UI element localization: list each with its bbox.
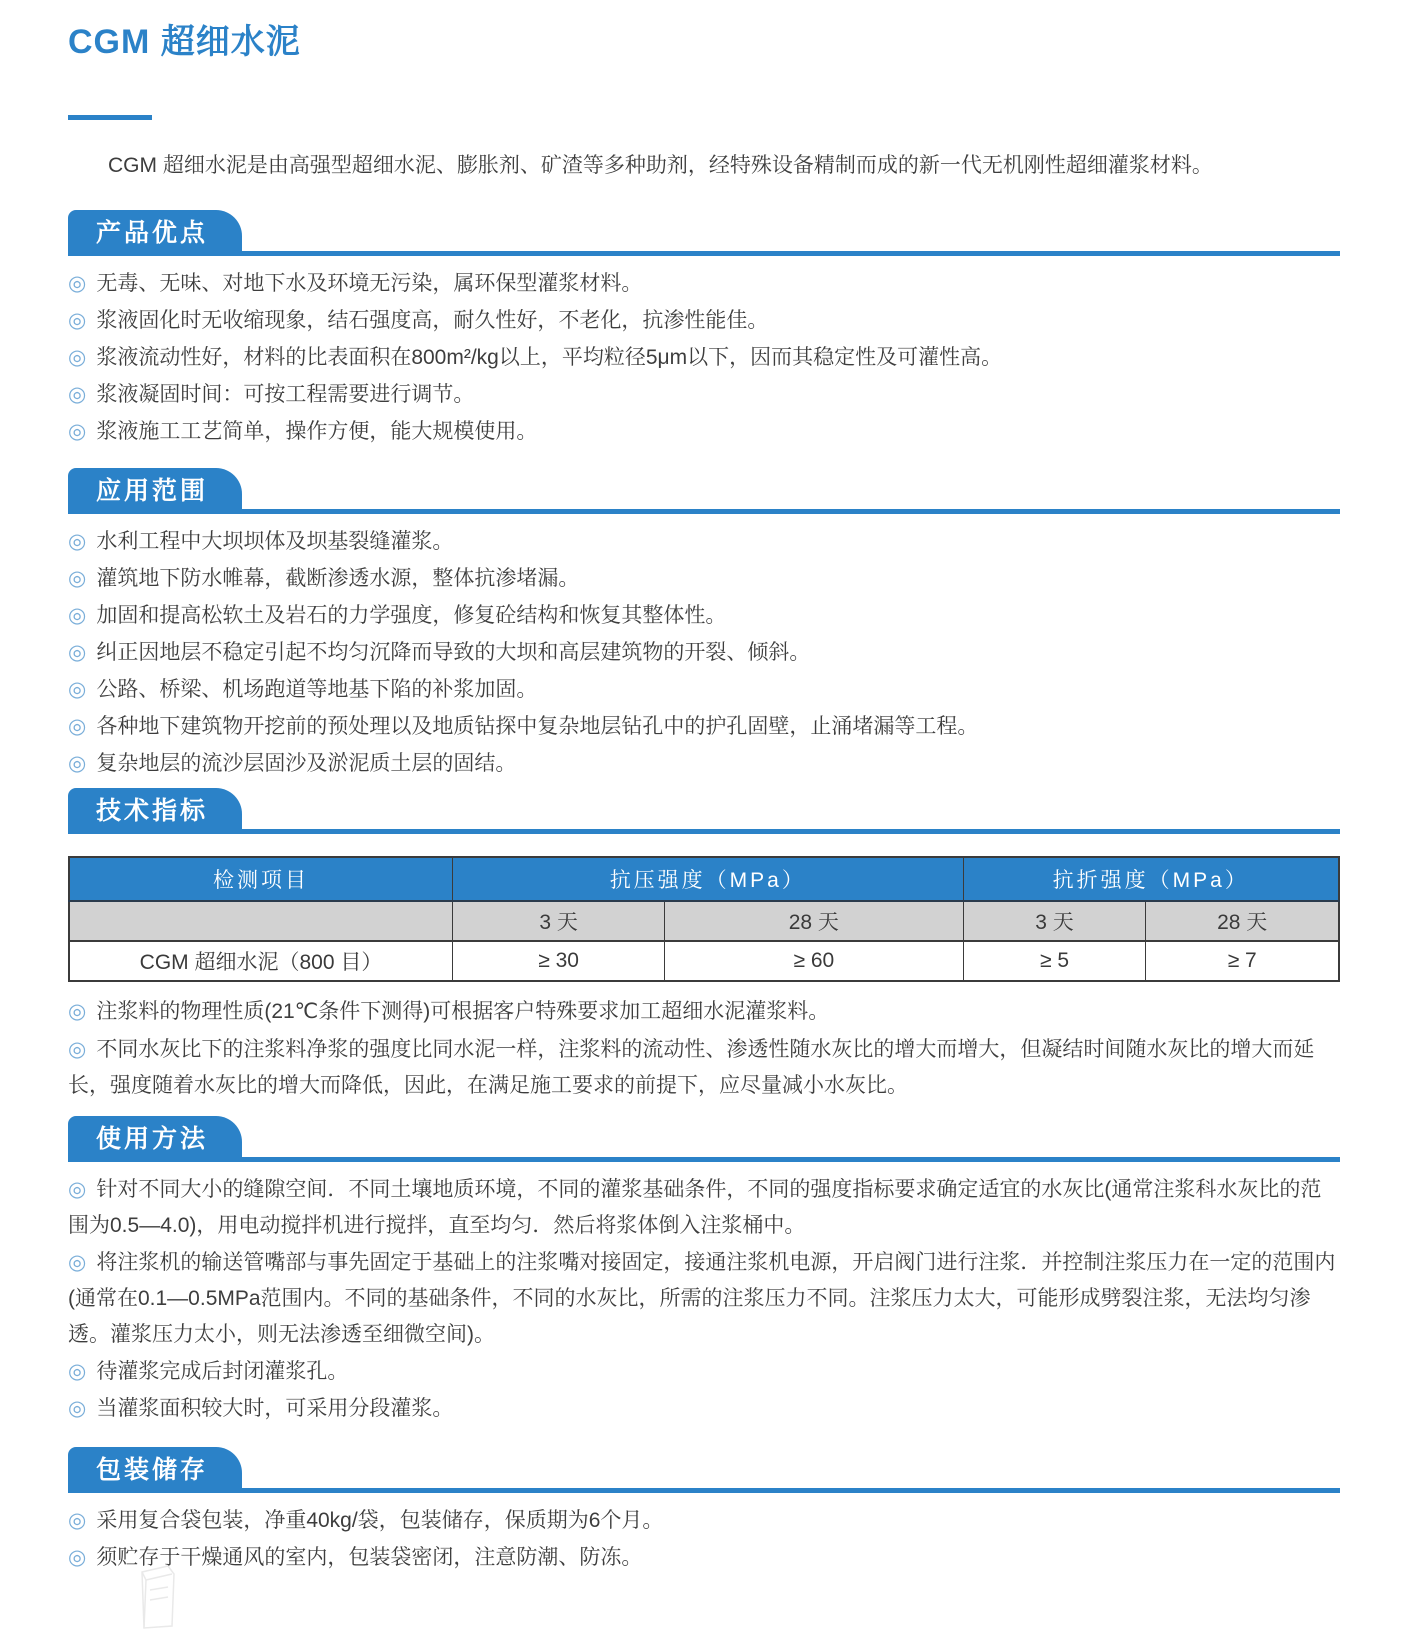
list-item-text: 无毒、无味、对地下水及环境无污染，属环保型灌浆材料。 <box>96 272 643 295</box>
section-specs <box>68 784 1340 1104</box>
table-header-flexural: 抗折强度（MPa） <box>963 857 1339 901</box>
table-subheader-28d: 28 天 <box>665 901 963 941</box>
section-heading-label: 应用范围 <box>96 477 209 505</box>
table-subheader-3d: 3 天 <box>963 901 1146 941</box>
bullet-icon: ◎ <box>68 1251 87 1274</box>
list-item <box>68 303 1340 339</box>
list-item <box>68 1503 1340 1539</box>
list-item-text: 浆液施工工艺简单，操作方便，能大规模使用。 <box>96 420 538 443</box>
list-item-text: 须贮存于干燥通风的室内，包装袋密闭，注意防潮、防冻。 <box>96 1546 643 1569</box>
list-item <box>68 1391 1340 1427</box>
package-watermark-icon <box>128 1560 188 1630</box>
list-item-text: 注浆料的物理性质(21℃条件下测得)可根据客户特殊要求加工超细水泥灌浆料。 <box>96 1000 830 1023</box>
section-heading-label: 包装储存 <box>96 1456 209 1484</box>
section-tab <box>68 1116 242 1162</box>
section-advantages-header <box>68 206 1340 256</box>
bullet-icon: ◎ <box>68 1038 87 1061</box>
specs-table <box>68 856 1340 982</box>
list-item <box>68 414 1340 450</box>
list-item-text: 采用复合袋包装，净重40kg/袋，包装储存，保质期为6个月。 <box>96 1509 664 1532</box>
bullet-icon: ◎ <box>68 420 87 443</box>
section-advantages <box>68 206 1340 450</box>
section-usage <box>68 1112 1340 1427</box>
title-underline <box>68 115 152 120</box>
bullet-icon: ◎ <box>68 1509 87 1532</box>
table-subheader-empty <box>69 901 453 941</box>
list-item-text: 将注浆机的输送管嘴部与事先固定于基础上的注浆嘴对接固定，接通注浆机电源，开启阀门进行注浆．并控制注浆压力在一定的范围内(通常在0.1—0.5MPa范围内。不同的基础条件，不同的水灰比，所需的注浆压力不同。注浆压力太大，可能形成劈裂注浆，无法均匀渗透。灌浆压力太小，则无法渗透至细微空间)。 <box>68 1251 1336 1346</box>
value-cell: ≥ 30 <box>453 941 665 981</box>
list-item <box>68 1172 1340 1244</box>
list-item <box>68 1032 1340 1104</box>
storage-list <box>68 1493 1340 1576</box>
section-applications <box>68 464 1340 782</box>
section-tab <box>68 210 242 256</box>
bullet-icon: ◎ <box>68 346 87 369</box>
product-name-cell: CGM 超细水泥（800 目） <box>69 941 453 981</box>
list-item <box>68 635 1340 671</box>
list-item-text: 针对不同大小的缝隙空间．不同土壤地质环境，不同的灌浆基础条件，不同的强度指标要求确定适宜的水灰比(通常注浆科水灰比的范围为0.5—4.0)，用电动搅拌机进行搅拌，直至均匀．然后将浆体倒入注浆桶中。 <box>68 1178 1322 1237</box>
bullet-icon: ◎ <box>68 678 87 701</box>
bullet-icon: ◎ <box>68 383 87 406</box>
list-item-text: 复杂地层的流沙层固沙及淤泥质土层的固结。 <box>96 752 517 775</box>
value-cell: ≥ 5 <box>963 941 1146 981</box>
table-subheader-3d: 3 天 <box>453 901 665 941</box>
section-storage <box>68 1443 1340 1576</box>
bullet-icon: ◎ <box>68 309 87 332</box>
list-item-text: 公路、桥梁、机场跑道等地基下陷的补浆加固。 <box>96 678 538 701</box>
section-usage-header <box>68 1112 1340 1162</box>
section-rule <box>68 509 1340 514</box>
bullet-icon: ◎ <box>68 530 87 553</box>
bullet-icon: ◎ <box>68 1178 87 1201</box>
bullet-icon: ◎ <box>68 1546 87 1569</box>
section-rule <box>68 251 1340 256</box>
list-item <box>68 1540 1340 1576</box>
section-rule <box>68 829 1340 834</box>
page-title: CGM 超细水泥 <box>68 23 301 61</box>
list-item <box>68 1245 1340 1353</box>
list-item-text: 加固和提高松软土及岩石的力学强度，修复砼结构和恢复其整体性。 <box>96 604 727 627</box>
list-item-text: 水利工程中大坝坝体及坝基裂缝灌浆。 <box>96 530 454 553</box>
section-applications-header <box>68 464 1340 514</box>
section-specs-header <box>68 784 1340 834</box>
list-item-text: 纠正因地层不稳定引起不均匀沉降而导致的大坝和高层建筑物的开裂、倾斜。 <box>96 641 811 664</box>
intro-paragraph: CGM 超细水泥是由高强型超细水泥、膨胀剂、矿渣等多种助剂，经特殊设备精制而成的新一代无机刚性超细灌浆材料。 <box>108 154 1213 177</box>
list-item <box>68 672 1340 708</box>
advantages-list <box>68 256 1340 450</box>
section-heading-label: 使用方法 <box>96 1125 209 1153</box>
list-item <box>68 340 1340 376</box>
list-item <box>68 746 1340 782</box>
list-item <box>68 1354 1340 1390</box>
section-heading-label: 技术指标 <box>96 797 209 825</box>
section-heading-label: 产品优点 <box>96 219 209 247</box>
list-item-text: 各种地下建筑物开挖前的预处理以及地质钻探中复杂地层钻孔中的护孔固壁，止涌堵漏等工程。 <box>96 715 979 738</box>
list-item <box>68 709 1340 745</box>
section-tab <box>68 1447 242 1493</box>
list-item <box>68 994 1340 1030</box>
table-header-project: 检测项目 <box>69 857 453 901</box>
bullet-icon: ◎ <box>68 272 87 295</box>
list-item-text: 当灌浆面积较大时，可采用分段灌浆。 <box>96 1397 454 1420</box>
list-item-text: 浆液固化时无收缩现象，结石强度高，耐久性好，不老化，抗渗性能佳。 <box>96 309 769 332</box>
list-item-text: 灌筑地下防水帷幕，截断渗透水源，整体抗渗堵漏。 <box>96 567 580 590</box>
list-item <box>68 561 1340 597</box>
table-header-compressive: 抗压强度（MPa） <box>453 857 964 901</box>
value-cell: ≥ 7 <box>1146 941 1339 981</box>
list-item <box>68 266 1340 302</box>
bullet-icon: ◎ <box>68 1397 87 1420</box>
list-item-text: 不同水灰比下的注浆料净浆的强度比同水泥一样，注浆料的流动性、渗透性随水灰比的增大而增大，但凝结时间随水灰比的增大而延长，强度随着水灰比的增大而降低，因此，在满足施工要求的前提下，应尽量减小水灰比。 <box>68 1038 1315 1097</box>
bullet-icon: ◎ <box>68 1000 87 1023</box>
section-tab <box>68 788 242 834</box>
table-row <box>69 941 1339 981</box>
list-item <box>68 377 1340 413</box>
specs-notes <box>68 982 1340 1104</box>
bullet-icon: ◎ <box>68 604 87 627</box>
section-tab <box>68 468 242 514</box>
bullet-icon: ◎ <box>68 715 87 738</box>
table-subheader-row <box>69 901 1339 941</box>
value-cell: ≥ 60 <box>665 941 963 981</box>
bullet-icon: ◎ <box>68 1360 87 1383</box>
section-rule <box>68 1488 1340 1493</box>
usage-list <box>68 1162 1340 1427</box>
list-item <box>68 524 1340 560</box>
bullet-icon: ◎ <box>68 641 87 664</box>
table-subheader-28d: 28 天 <box>1146 901 1339 941</box>
bullet-icon: ◎ <box>68 752 87 775</box>
applications-list <box>68 514 1340 782</box>
section-storage-header <box>68 1443 1340 1493</box>
section-rule <box>68 1157 1340 1162</box>
list-item <box>68 598 1340 634</box>
bullet-icon: ◎ <box>68 567 87 590</box>
list-item-text: 浆液流动性好，材料的比表面积在800m²/kg以上，平均粒径5μm以下，因而其稳定性及可灌性高。 <box>96 346 1003 369</box>
list-item-text: 浆液凝固时间：可按工程需要进行调节。 <box>96 383 475 406</box>
list-item-text: 待灌浆完成后封闭灌浆孔。 <box>96 1360 349 1383</box>
table-header-row <box>69 857 1339 901</box>
